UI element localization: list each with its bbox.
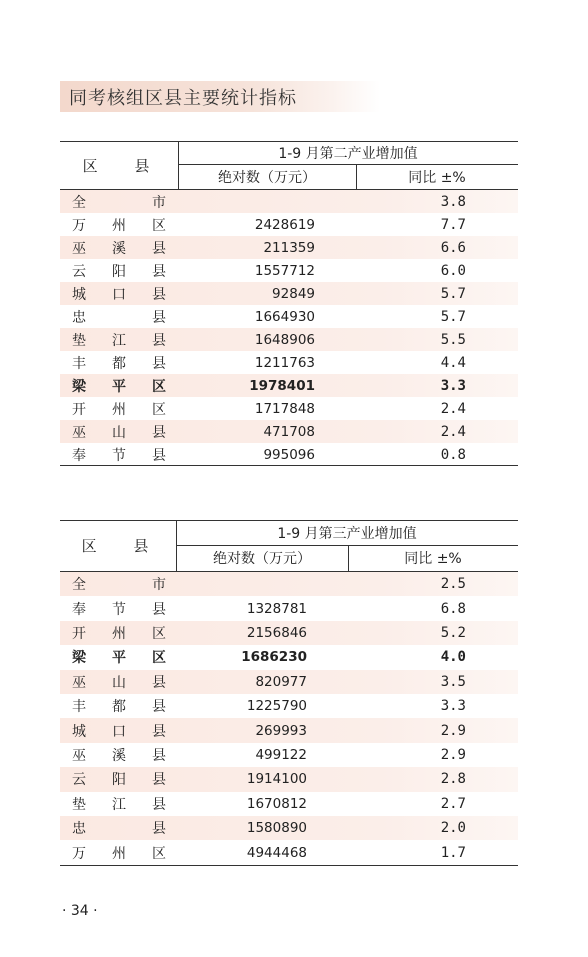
absolute-value: 1686230 [241,649,307,666]
region-name-char: 江 [112,796,126,813]
region-name-char: 梁 [72,650,86,667]
region-name-char: 丰 [72,355,86,372]
region-name-char: 区 [152,625,166,642]
yoy-value: 3.3 [440,377,466,394]
absolute-value: 995096 [263,446,315,463]
region-name-char: 县 [152,821,166,838]
region-name [60,769,178,789]
region-name [60,238,178,258]
absolute-value: 2428619 [254,216,315,233]
region-name-char: 都 [112,355,126,372]
region-name [60,696,178,716]
region-header: 区 县 [81,537,165,555]
region-name [60,261,178,281]
yoy-value: 2.0 [440,820,466,837]
region-name-char: 垫 [72,796,86,813]
region-name [60,330,178,350]
region-name [60,647,178,667]
region-name-char [112,192,126,212]
region-name [60,307,178,327]
region-name-char: 县 [152,286,166,303]
absolute-value: 1648906 [254,331,315,348]
region-name-char: 巫 [72,424,86,441]
yoy-value: 5.5 [440,331,466,348]
region-name-char: 忠 [72,821,86,838]
region-name-char: 市 [152,194,166,211]
yoy-value: 7.7 [440,216,466,233]
region-name-char: 县 [152,601,166,618]
region-name-char: 口 [112,723,126,740]
table-row [60,816,518,840]
region-name-char: 县 [152,796,166,813]
section-title-text: 同考核组区县主要统计指标 [69,87,297,109]
region-name-char: 州 [112,845,126,862]
yoy-value: 2.9 [440,746,466,763]
region-name [60,445,178,465]
region-name-char: 梁 [72,378,86,395]
table-row [60,645,518,669]
region-name-char: 县 [152,747,166,764]
region-name [60,672,178,692]
table-row [60,305,518,328]
region-name-char: 奉 [72,601,86,618]
yoy-column-header: 同比 ±% [408,169,466,186]
table-row [60,718,518,742]
yoy-value: 0.8 [440,446,466,463]
section-title [60,81,380,112]
absolute-value: 269993 [255,722,307,739]
abs-column-header: 绝对数（万元） [218,169,316,186]
region-name-char: 开 [72,625,86,642]
region-name-char: 垫 [72,332,86,349]
region-name-char [112,818,126,838]
region-name [60,574,178,594]
region-name-char: 节 [112,601,126,618]
yoy-value: 5.7 [440,308,466,325]
region-name-char: 县 [152,263,166,280]
region-name-char: 忠 [72,309,86,326]
absolute-value: 499122 [255,746,307,763]
absolute-value: 4944468 [246,844,307,861]
region-name-char: 溪 [112,747,126,764]
table-row [60,596,518,620]
absolute-value: 1670812 [246,795,307,812]
table-row [60,443,518,466]
region-name-char: 县 [152,674,166,691]
absolute-value: 2156846 [246,624,307,641]
region-name-char: 县 [152,447,166,464]
yoy-value: 2.4 [440,400,466,417]
region-name-char: 县 [152,772,166,789]
region-name-char: 开 [72,401,86,418]
region-name-char: 区 [152,845,166,862]
yoy-value: 1.7 [440,844,466,861]
region-name-char: 城 [72,723,86,740]
absolute-value: 1664930 [254,308,315,325]
table-row [60,397,518,420]
abs-column-header: 绝对数（万元） [213,551,311,567]
region-name-char: 万 [72,217,86,234]
region-name [60,353,178,373]
yoy-value: 4.4 [440,354,466,371]
region-name-char: 县 [152,309,166,326]
region-name-char: 云 [72,263,86,280]
table-row [60,374,518,397]
region-name [60,745,178,765]
region-name-char: 丰 [72,699,86,716]
page-number: · 34 · [62,903,98,919]
region-name-char [112,574,126,594]
region-name-char: 市 [152,577,166,594]
yoy-value: 6.8 [440,600,466,617]
group-header: 1-9 月第二产业增加值 [278,145,418,162]
region-name-char: 巫 [72,747,86,764]
region-name-char: 巫 [72,240,86,257]
absolute-value: 471708 [263,423,315,440]
table-row [60,621,518,645]
region-name-char: 山 [112,674,126,691]
region-name-char: 全 [72,577,86,594]
region-header: 区 县 [82,156,166,175]
region-name [60,794,178,814]
table-row [60,767,518,791]
yoy-value: 5.2 [440,624,466,641]
region-name-char: 都 [112,699,126,716]
absolute-value: 92849 [272,285,315,302]
yoy-value: 2.5 [440,576,466,593]
region-name-char: 云 [72,772,86,789]
table-secondary-industry [60,141,518,466]
table-row [60,351,518,374]
region-name-char: 平 [112,650,126,667]
region-name [60,721,178,741]
yoy-value: 6.6 [440,239,466,256]
region-name [60,818,178,838]
region-name-char: 区 [152,378,166,395]
region-name [60,399,178,419]
region-name-char: 阳 [112,772,126,789]
yoy-value: 4.0 [440,649,466,666]
yoy-column-header: 同比 ±% [404,551,462,567]
table-row [60,694,518,718]
region-name-char: 县 [152,723,166,740]
table-row [60,743,518,767]
absolute-value: 1914100 [246,771,307,788]
region-name-char: 城 [72,286,86,303]
region-name-char: 县 [152,355,166,372]
table-row [60,213,518,236]
yoy-value: 3.3 [440,698,466,715]
yoy-value: 5.7 [440,285,466,302]
region-name-char: 奉 [72,447,86,464]
absolute-value: 1211763 [254,354,315,371]
region-name-char: 溪 [112,240,126,257]
yoy-value: 2.9 [440,722,466,739]
region-name [60,192,178,212]
region-name-char: 州 [112,401,126,418]
region-name-char: 区 [152,217,166,234]
region-name-char: 山 [112,424,126,441]
absolute-value: 1225790 [246,698,307,715]
region-name [60,376,178,396]
region-name [60,843,178,863]
absolute-value: 1580890 [246,820,307,837]
absolute-value: 1978401 [249,377,315,394]
region-name [60,215,178,235]
region-name-char: 县 [152,332,166,349]
yoy-value: 3.8 [440,193,466,210]
region-name-char: 平 [112,378,126,395]
region-name-char: 口 [112,286,126,303]
absolute-value: 1328781 [246,600,307,617]
region-name-char [112,307,126,327]
yoy-value: 2.4 [440,423,466,440]
table-row [60,840,518,864]
absolute-value: 1557712 [254,262,315,279]
region-name-char: 阳 [112,263,126,280]
region-name-char: 区 [152,650,166,667]
absolute-value: 1717848 [254,400,315,417]
region-name-char: 节 [112,447,126,464]
table-row [60,420,518,443]
group-header: 1-9 月第三产业增加值 [277,525,417,542]
region-name-char: 县 [152,240,166,257]
table-row [60,282,518,305]
yoy-value: 3.5 [440,673,466,690]
region-name [60,284,178,304]
absolute-value: 211359 [263,239,315,256]
region-name-char: 江 [112,332,126,349]
table-tertiary-industry [60,520,518,866]
region-name-char: 县 [152,424,166,441]
region-name-char: 州 [112,217,126,234]
absolute-value: 820977 [255,673,307,690]
yoy-value: 2.7 [440,795,466,812]
yoy-value: 2.8 [440,771,466,788]
region-name-char: 全 [72,194,86,211]
region-name [60,422,178,442]
table-row [60,792,518,816]
region-name-char: 巫 [72,674,86,691]
table-row [60,670,518,694]
region-name-char: 区 [152,401,166,418]
table-row [60,572,518,596]
table-row [60,328,518,351]
region-name-char: 州 [112,625,126,642]
region-name [60,599,178,619]
region-name-char: 县 [152,699,166,716]
table-row [60,259,518,282]
yoy-value: 6.0 [440,262,466,279]
table-row [60,236,518,259]
region-name-char: 万 [72,845,86,862]
table-row [60,190,518,213]
region-name [60,623,178,643]
